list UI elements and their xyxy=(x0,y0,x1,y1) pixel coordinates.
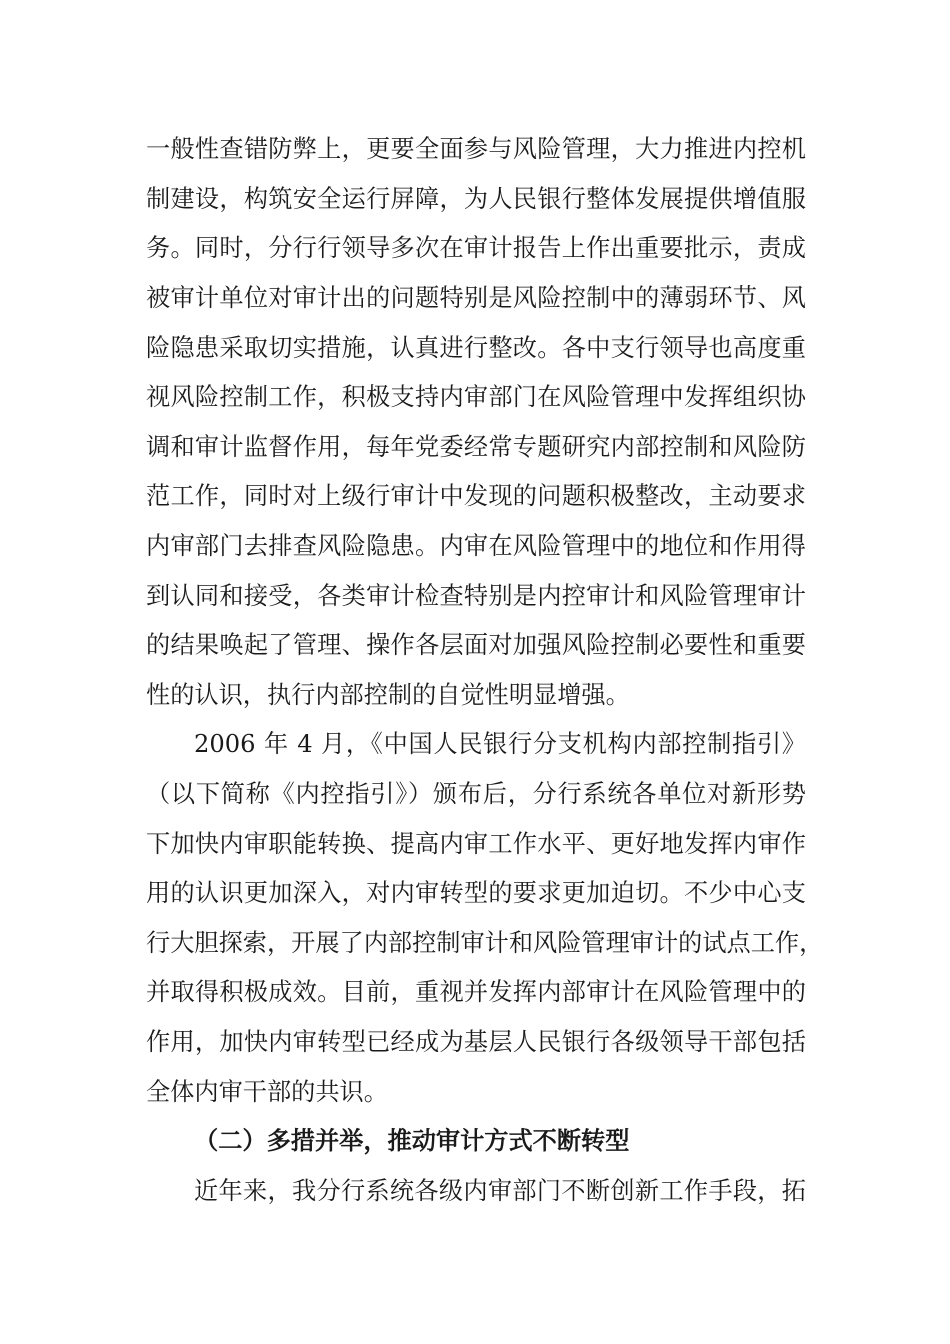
text-line: 作用，加快内审转型已经成为基层人民银行各级领导干部包括 xyxy=(146,1028,806,1056)
text-line: 全体内审干部的共识。 xyxy=(146,1078,388,1106)
text-line: 被审计单位对审计出的问题特别是风险控制中的薄弱环节、风 xyxy=(146,284,806,312)
text-line: 下加快内审职能转换、提高内审工作水平、更好地发挥内审作 xyxy=(146,830,806,858)
text-line: 内审部门去排查风险隐患。内审在风险管理中的地位和作用得 xyxy=(146,532,806,560)
text-line: 一般性查错防弊上，更要全面参与风险管理，大力推进内控机 xyxy=(146,135,806,163)
text-line: 制建设，构筑安全运行屏障，为人民银行整体发展提供增值服 xyxy=(146,185,806,213)
text-line: 性的认识，执行内部控制的自觉性明显增强。 xyxy=(146,681,630,709)
text-line: 范工作，同时对上级行审计中发现的问题积极整改，主动要求 xyxy=(146,482,806,510)
text-line: 务。同时，分行行领导多次在审计报告上作出重要批示，责成 xyxy=(146,234,806,262)
text-line: 行大胆探索，开展了内部控制审计和风险管理审计的试点工作， xyxy=(146,929,824,957)
text-line: 用的认识更加深入，对内审转型的要求更加迫切。不少中心支 xyxy=(146,879,806,907)
text-line: （以下简称《内控指引》）颁布后，分行系统各单位对新形势 xyxy=(146,780,806,808)
text-line: 到认同和接受，各类审计检查特别是内控审计和风险管理审计 xyxy=(146,582,806,610)
text-line: 调和审计监督作用，每年党委经常专题研究内部控制和风险防 xyxy=(146,433,806,461)
text-line: 并取得积极成效。目前，重视并发挥内部审计在风险管理中的 xyxy=(146,978,806,1006)
text-line: 险隐患采取切实措施，认真进行整改。各中支行领导也高度重 xyxy=(146,334,806,362)
text-line: 近年来，我分行系统各级内审部门不断创新工作手段，拓 xyxy=(194,1177,806,1205)
text-line: 的结果唤起了管理、操作各层面对加强风险控制必要性和重要 xyxy=(146,631,806,659)
text-line: 2006 年 4 月，《中国人民银行分支机构内部控制指引》 xyxy=(194,730,806,758)
text-line: 视风险控制工作，积极支持内审部门在风险管理中发挥组织协 xyxy=(146,383,806,411)
section-heading: （二）多措并举，推动审计方式不断转型 xyxy=(194,1127,630,1155)
